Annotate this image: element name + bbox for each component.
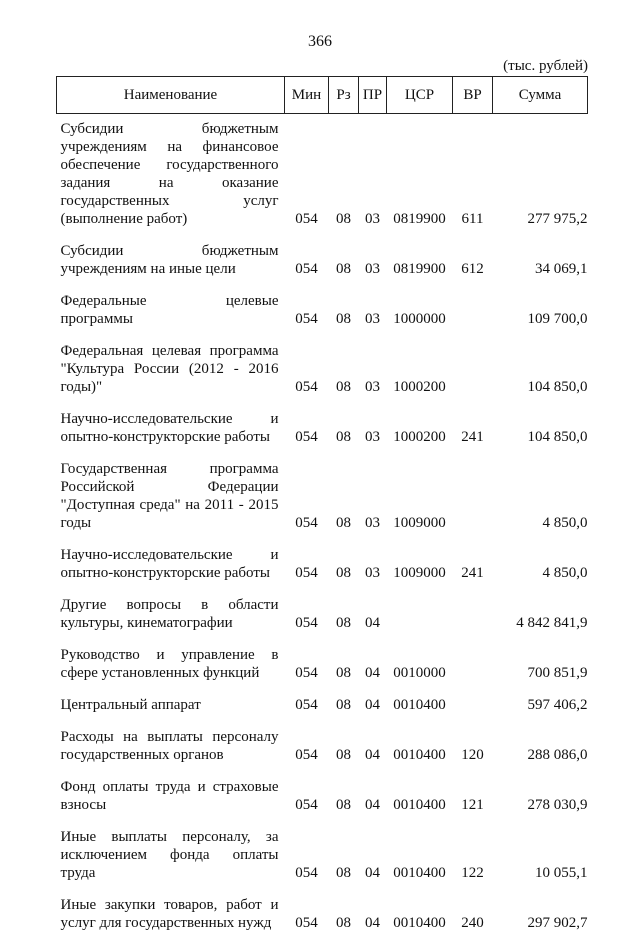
cell-name: Федеральная целевая программа "Культура России (2012 - 2016 годы)" bbox=[60, 343, 279, 395]
cell-vr: 241 bbox=[461, 429, 484, 445]
cell-sum: 277 975,2 bbox=[527, 211, 588, 227]
table-header-row bbox=[57, 77, 588, 114]
cell-sum: 4 850,0 bbox=[542, 565, 588, 581]
cell-pr: 04 bbox=[365, 665, 380, 681]
cell-name: Другие вопросы в области культуры, кинематографии bbox=[60, 597, 279, 631]
cell-min: 054 bbox=[295, 697, 318, 713]
cell-csr bbox=[387, 596, 453, 646]
cell-sum: 4 850,0 bbox=[542, 515, 588, 531]
cell-pr: 04 bbox=[365, 615, 380, 631]
cell-rz: 08 bbox=[336, 515, 351, 531]
table-row bbox=[57, 546, 588, 596]
cell-name: Федеральные целевые программы bbox=[60, 293, 279, 327]
cell-vr bbox=[453, 696, 493, 728]
cell-pr: 03 bbox=[365, 379, 380, 395]
cell-sum: 700 851,9 bbox=[527, 665, 588, 681]
cell-csr: 0010400 bbox=[393, 865, 446, 881]
cell-name: Государственная программа Российской Федерации "Доступная среда" на 2011 - 2015 годы bbox=[60, 461, 279, 531]
cell-rz: 08 bbox=[336, 747, 351, 763]
cell-rz: 08 bbox=[336, 797, 351, 813]
cell-csr: 0010400 bbox=[393, 697, 446, 713]
cell-pr: 03 bbox=[365, 211, 380, 227]
cell-sum: 109 700,0 bbox=[527, 311, 588, 327]
cell-min: 054 bbox=[295, 747, 318, 763]
cell-csr: 1009000 bbox=[393, 515, 446, 531]
header-pr: ПР bbox=[359, 77, 387, 114]
cell-pr: 03 bbox=[365, 515, 380, 531]
cell-pr: 04 bbox=[365, 797, 380, 813]
cell-rz: 08 bbox=[336, 697, 351, 713]
cell-vr: 120 bbox=[461, 747, 484, 763]
cell-rz: 08 bbox=[336, 665, 351, 681]
cell-name: Расходы на выплаты персоналу государственных органов bbox=[60, 729, 279, 763]
cell-rz: 08 bbox=[336, 311, 351, 327]
cell-pr: 04 bbox=[365, 915, 380, 931]
cell-rz: 08 bbox=[336, 565, 351, 581]
cell-vr: 121 bbox=[461, 797, 484, 813]
cell-vr bbox=[453, 596, 493, 646]
cell-rz: 08 bbox=[336, 261, 351, 277]
table-row bbox=[57, 114, 588, 243]
header-name: Наименование bbox=[57, 77, 285, 114]
cell-name: Научно-исследовательские и опытно-конструкторские работы bbox=[60, 547, 279, 581]
cell-pr: 03 bbox=[365, 565, 380, 581]
cell-sum: 278 030,9 bbox=[527, 797, 588, 813]
cell-pr: 04 bbox=[365, 697, 380, 713]
cell-csr: 1000200 bbox=[393, 429, 446, 445]
cell-csr: 1000200 bbox=[393, 379, 446, 395]
cell-min: 054 bbox=[295, 797, 318, 813]
cell-min: 054 bbox=[295, 311, 318, 327]
table-row bbox=[57, 696, 588, 728]
cell-min: 054 bbox=[295, 429, 318, 445]
cell-sum: 297 902,7 bbox=[527, 915, 588, 931]
cell-sum: 288 086,0 bbox=[527, 747, 588, 763]
cell-pr: 04 bbox=[365, 747, 380, 763]
header-csr: ЦСР bbox=[387, 77, 453, 114]
units-label: (тыс. рублей) bbox=[503, 58, 588, 74]
cell-name: Субсидии бюджетным учреждениям на иные цели bbox=[60, 243, 279, 277]
cell-vr: 611 bbox=[461, 211, 484, 227]
budget-table bbox=[56, 76, 588, 946]
cell-rz: 08 bbox=[336, 211, 351, 227]
cell-sum: 4 842 841,9 bbox=[516, 615, 588, 631]
cell-min: 054 bbox=[295, 865, 318, 881]
cell-rz: 08 bbox=[336, 915, 351, 931]
cell-vr bbox=[453, 460, 493, 546]
cell-rz: 08 bbox=[336, 865, 351, 881]
cell-csr: 0819900 bbox=[393, 261, 446, 277]
cell-min: 054 bbox=[295, 565, 318, 581]
cell-vr bbox=[453, 292, 493, 342]
table-row bbox=[57, 778, 588, 828]
cell-vr bbox=[453, 342, 493, 410]
cell-sum: 34 069,1 bbox=[535, 261, 588, 277]
cell-name: Научно-исследовательские и опытно-конструкторские работы bbox=[60, 411, 279, 445]
cell-min: 054 bbox=[295, 615, 318, 631]
table-row bbox=[57, 646, 588, 696]
table-row bbox=[57, 728, 588, 778]
cell-sum: 10 055,1 bbox=[535, 865, 588, 881]
cell-name: Руководство и управление в сфере установленных функций bbox=[60, 647, 279, 681]
cell-vr: 612 bbox=[461, 261, 484, 277]
header-rz: Рз bbox=[329, 77, 359, 114]
table-row bbox=[57, 292, 588, 342]
cell-vr: 241 bbox=[461, 565, 484, 581]
cell-min: 054 bbox=[295, 515, 318, 531]
cell-vr: 240 bbox=[461, 915, 484, 931]
cell-name: Субсидии бюджетным учреждениям на финансовое обеспечение государственного задания на оказание государственных услуг (выполнение работ) bbox=[60, 121, 279, 227]
cell-csr: 0010400 bbox=[393, 915, 446, 931]
cell-min: 054 bbox=[295, 261, 318, 277]
cell-sum: 104 850,0 bbox=[527, 429, 588, 445]
cell-vr bbox=[453, 646, 493, 696]
table-row bbox=[57, 342, 588, 410]
cell-name: Фонд оплаты труда и страховые взносы bbox=[60, 779, 279, 813]
cell-csr: 0010400 bbox=[393, 747, 446, 763]
cell-pr: 04 bbox=[365, 865, 380, 881]
cell-sum: 597 406,2 bbox=[527, 697, 588, 713]
cell-min: 054 bbox=[295, 665, 318, 681]
cell-csr: 0010400 bbox=[393, 797, 446, 813]
table-row bbox=[57, 828, 588, 896]
header-vr: ВР bbox=[453, 77, 493, 114]
table-row bbox=[57, 596, 588, 646]
table-row bbox=[57, 460, 588, 546]
cell-pr: 03 bbox=[365, 261, 380, 277]
cell-rz: 08 bbox=[336, 429, 351, 445]
cell-csr: 1000000 bbox=[393, 311, 446, 327]
cell-name: Иные закупки товаров, работ и услуг для государственных нужд bbox=[60, 897, 279, 931]
cell-vr: 122 bbox=[461, 865, 484, 881]
table-row bbox=[57, 410, 588, 460]
cell-min: 054 bbox=[295, 915, 318, 931]
cell-csr: 0010000 bbox=[393, 665, 446, 681]
cell-csr: 0819900 bbox=[393, 211, 446, 227]
header-sum: Сумма bbox=[493, 77, 588, 114]
cell-rz: 08 bbox=[336, 379, 351, 395]
cell-pr: 03 bbox=[365, 429, 380, 445]
cell-sum: 104 850,0 bbox=[527, 379, 588, 395]
cell-min: 054 bbox=[295, 211, 318, 227]
header-min: Мин bbox=[285, 77, 329, 114]
cell-pr: 03 bbox=[365, 311, 380, 327]
cell-rz: 08 bbox=[336, 615, 351, 631]
cell-name: Иные выплаты персоналу, за исключением фонда оплаты труда bbox=[60, 829, 279, 881]
page-number: 366 bbox=[308, 33, 332, 50]
cell-min: 054 bbox=[295, 379, 318, 395]
table-row bbox=[57, 242, 588, 292]
cell-name: Центральный аппарат bbox=[60, 697, 201, 713]
table-row bbox=[57, 896, 588, 946]
cell-csr: 1009000 bbox=[393, 565, 446, 581]
